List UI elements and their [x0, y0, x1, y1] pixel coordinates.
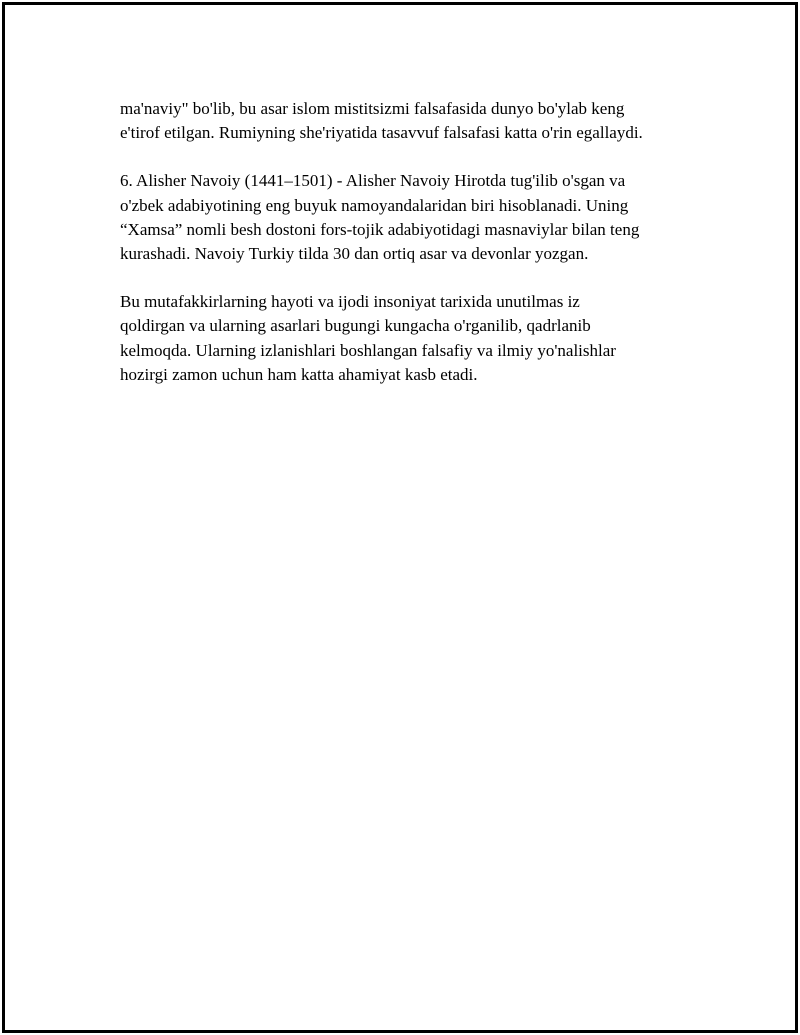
document-body [120, 97, 700, 411]
paragraph-alisher-navoiy: 6. Alisher Navoiy (1441–1501) - Alisher Navoiy Hirotda tug'ilib o'sgan va o'zbek adabiyotining eng buyuk namoyandalaridan biri hisoblanadi. Uning “Xamsa” nomli besh dostoni fors-tojik adabiyotidagi masnaviylar bilan teng kurashadi. Navoiy Turkiy tilda 30 dan ortiq asar va devonlar yozgan. [120, 171, 640, 264]
page-frame [2, 2, 798, 1033]
paragraph-rumi-continuation: ma'naviy" bo'lib, bu asar islom mistitsizmi falsafasida dunyo bo'ylab keng e'tirof etilgan. Rumiyning she'riyatida tasavvuf falsafasi katta o'rin egallaydi. [120, 99, 643, 143]
paragraph-conclusion: Bu mutafakkirlarning hayoti va ijodi insoniyat tarixida unutilmas iz qoldirgan va ularning asarlari bugungi kungacha o'rganilib, qadrlanib kelmoqda. Ularning izlanishlari boshlangan falsafiy va ilmiy yo'nalishlar hozirgi zamon uchun ham katta ahamiyat kasb etadi. [120, 292, 616, 384]
